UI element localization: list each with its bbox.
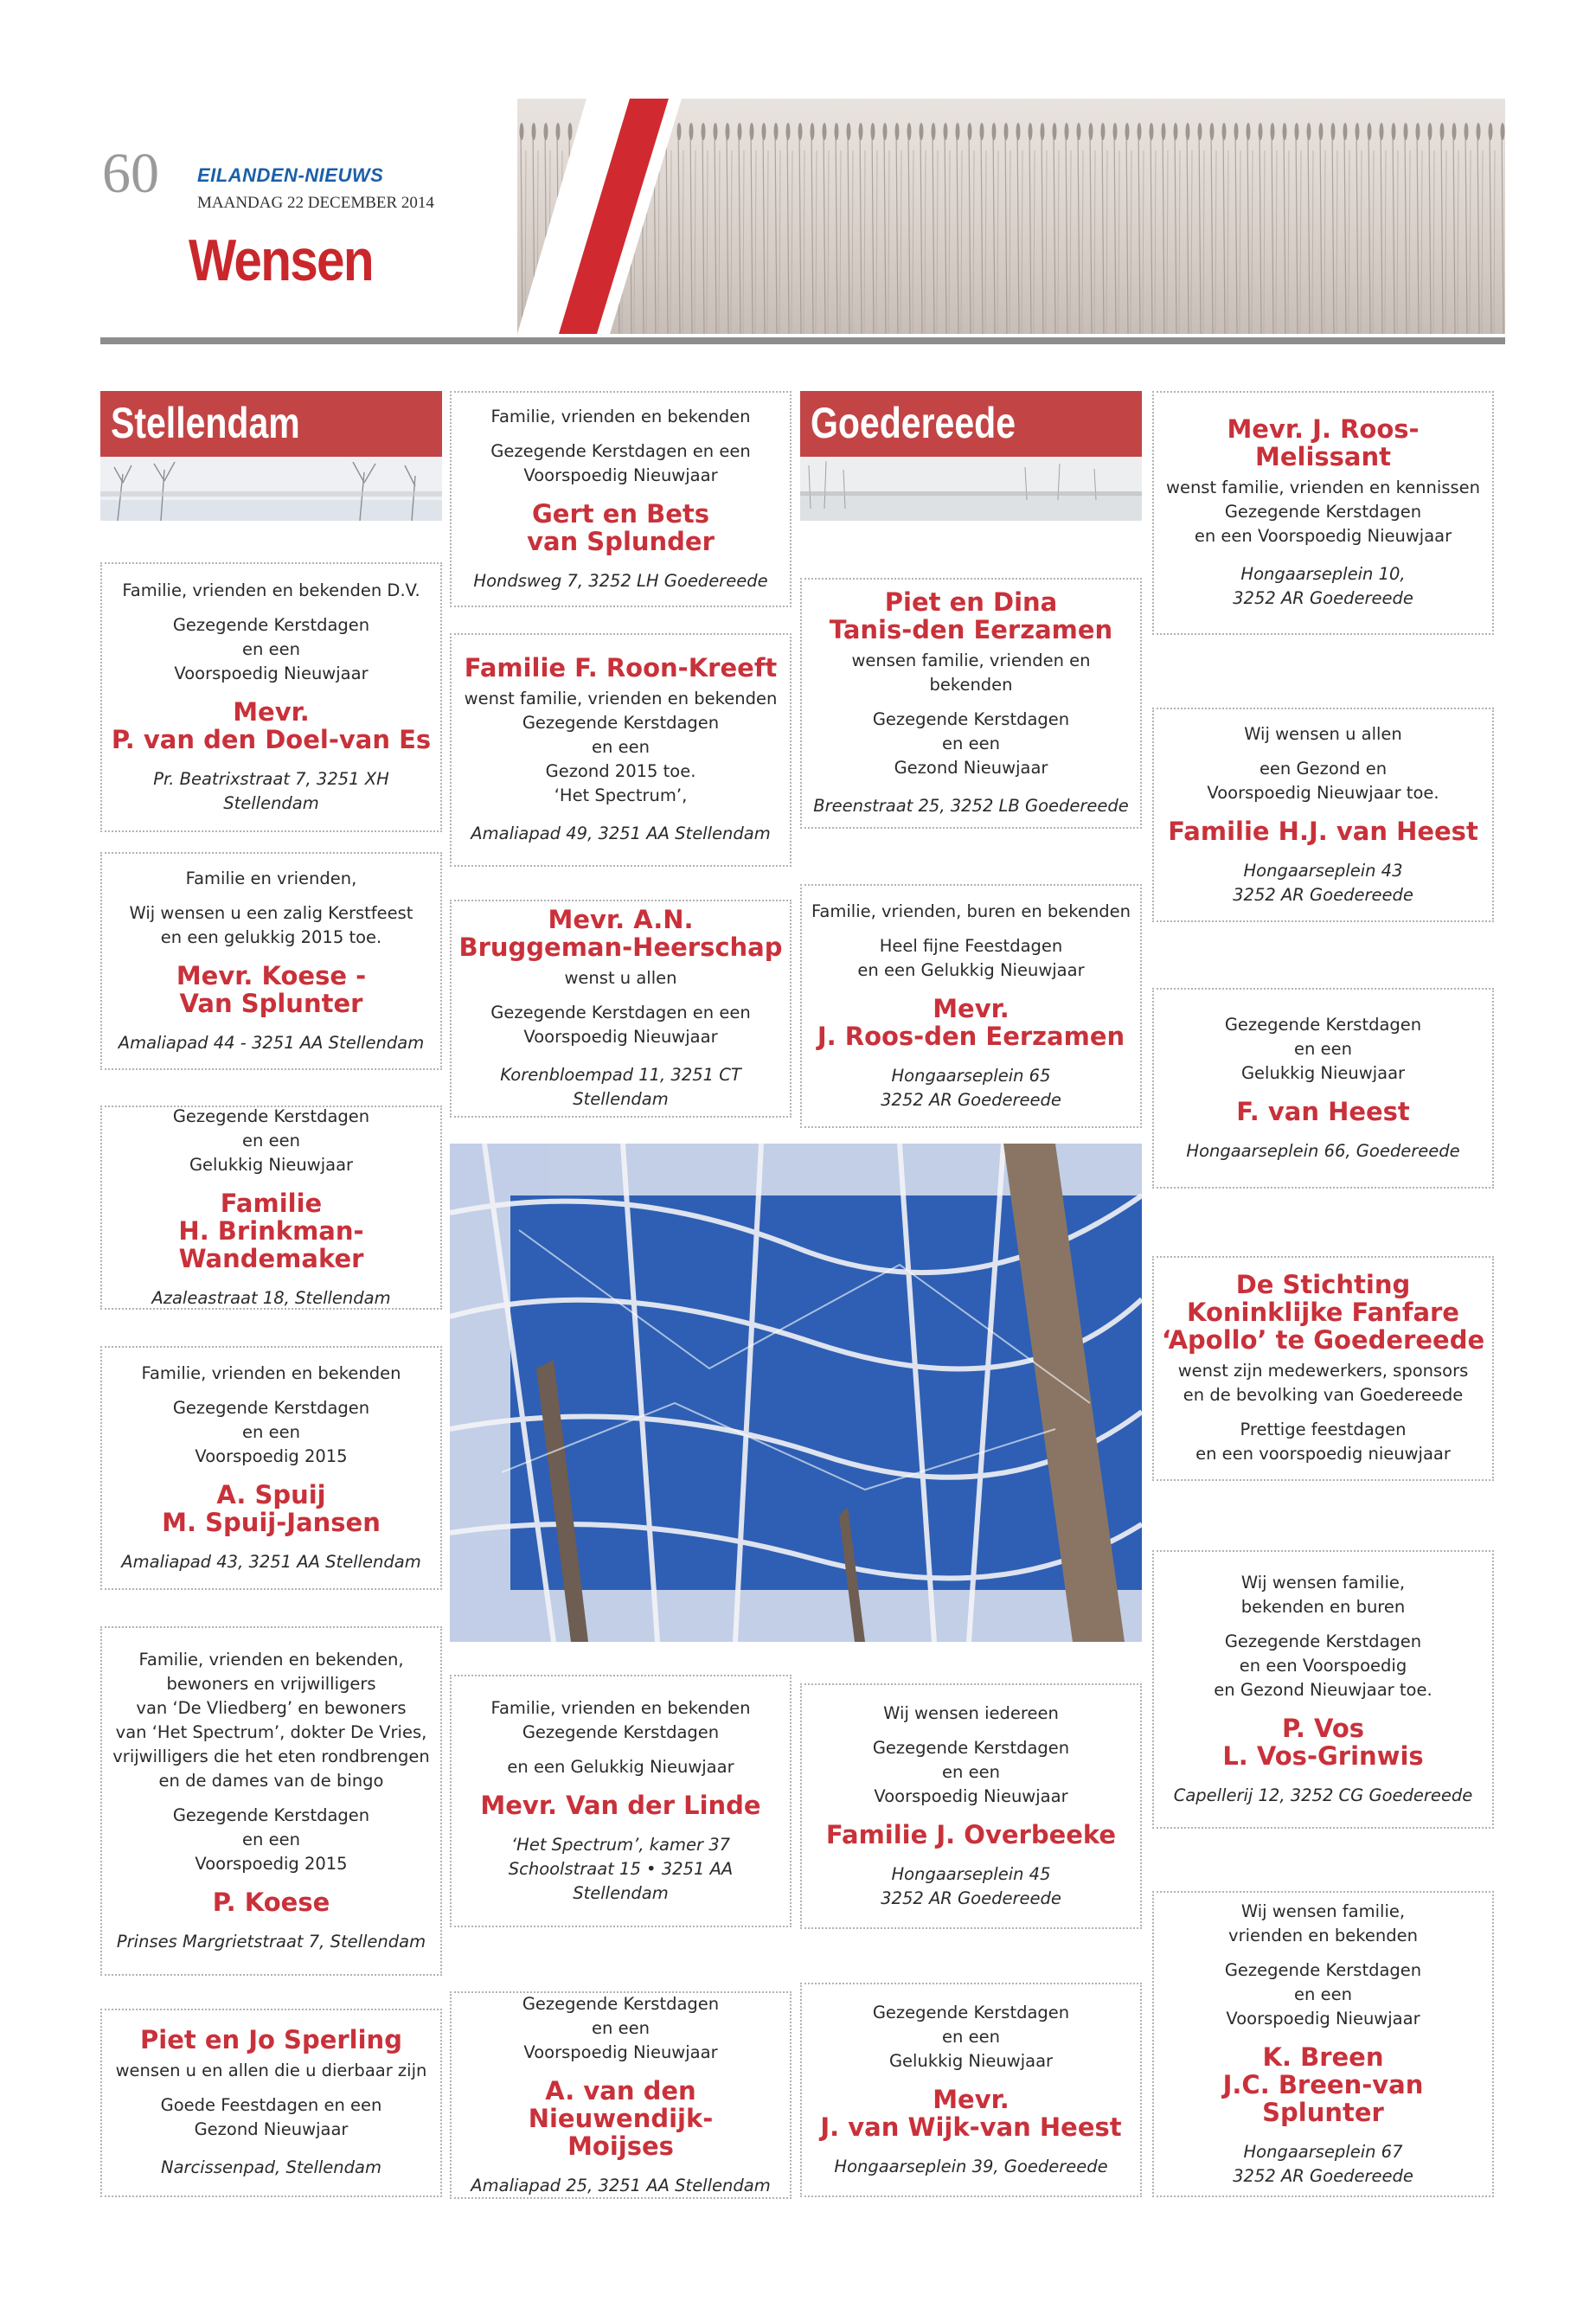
advertiser-name: Gert en Bets bbox=[531, 499, 710, 529]
greeting-line: wenst familie, vrienden en kennissen bbox=[1166, 478, 1480, 497]
greeting-line: en een bbox=[592, 2018, 650, 2038]
address-line: Amaliapad 43, 3251 AA Stellendam bbox=[121, 1552, 421, 1572]
greeting-line: Gezegende Kerstdagen bbox=[1224, 502, 1422, 522]
greeting-line: Wij wensen familie, bbox=[1240, 1901, 1406, 1921]
greeting-line: wensen u en allen die u dierbaar zijn bbox=[115, 2061, 427, 2080]
page-number: 60 bbox=[102, 142, 159, 205]
greeting-line: en een bbox=[242, 1422, 300, 1442]
greeting-line: Familie, vrienden en bekenden bbox=[490, 407, 751, 426]
advertiser-name: H. Brinkman-Wandemaker bbox=[178, 1216, 364, 1273]
greeting-line: Gezegende Kerstdagen bbox=[522, 1994, 720, 2014]
advertiser-name: Familie F. Roon-Kreeft bbox=[464, 653, 778, 683]
greeting-line: en een bbox=[242, 1131, 300, 1150]
advertiser-name: Mevr. bbox=[233, 697, 310, 727]
greeting-line: Gezegende Kerstdagen bbox=[522, 1722, 720, 1742]
greeting-ad bbox=[100, 2009, 442, 2197]
spacer bbox=[1161, 1619, 1485, 1630]
greeting-line: Gezegende Kerstdagen bbox=[1224, 1960, 1422, 1980]
greeting-line: Gezond Nieuwjaar bbox=[194, 2119, 349, 2139]
greeting-line: wenst zijn medewerkers, sponsors bbox=[1177, 1361, 1469, 1381]
address-line: Amaliapad 49, 3251 AA Stellendam bbox=[471, 824, 771, 843]
advertiser-name: Melissant bbox=[1254, 442, 1391, 471]
greeting-line: Gezegende Kerstdagen bbox=[172, 615, 370, 635]
advertiser-name: Familie bbox=[220, 1189, 323, 1218]
greeting-line: Heel fijne Feestdagen bbox=[879, 936, 1063, 956]
greeting-ad bbox=[100, 1626, 442, 1976]
spacer bbox=[809, 697, 1133, 708]
greeting-line: Familie, vrienden en bekenden D.V. bbox=[122, 580, 420, 600]
greeting-line: en een bbox=[1294, 1984, 1352, 2004]
frosted-reeds-photo bbox=[517, 99, 1505, 334]
greeting-line: van ‘Het Spectrum’, dokter De Vries, bbox=[115, 1722, 427, 1742]
greeting-line: Familie, vrienden en bekenden bbox=[490, 1698, 751, 1718]
advertiser-name: Mevr. bbox=[933, 2085, 1010, 2114]
greeting-line: en een Voorspoedig bbox=[1239, 1656, 1407, 1676]
address-line: Hongaarseplein 45 bbox=[891, 1864, 1051, 1884]
greeting-ad bbox=[100, 562, 442, 832]
advertiser-name: Mevr. J. Roos- bbox=[1227, 414, 1420, 444]
greeting-line: Voorspoedig Nieuwjaar bbox=[1226, 2009, 1420, 2029]
greeting-line: Voorspoedig Nieuwjaar bbox=[523, 465, 718, 485]
greeting-line: Gezegende Kerstdagen bbox=[872, 709, 1070, 729]
greeting-line: Gezond Nieuwjaar bbox=[894, 758, 1048, 778]
address-line: Pr. Beatrixstraat 7, 3251 XH Stellendam bbox=[153, 769, 389, 813]
greeting-line: Voorspoedig 2015 bbox=[195, 1446, 348, 1466]
advertiser-name: Piet en Jo Sperling bbox=[140, 2025, 402, 2054]
advertiser-name: ‘Apollo’ te Goedereede bbox=[1161, 1325, 1485, 1355]
spacer bbox=[1161, 1948, 1485, 1958]
address-line: 3252 AR Goedereede bbox=[1233, 885, 1413, 905]
greeting-line: Gezegende Kerstdagen bbox=[172, 1805, 370, 1825]
greeting-line: Gezegende Kerstdagen bbox=[522, 713, 720, 733]
greeting-line: Familie, vrienden en bekenden bbox=[141, 1363, 401, 1383]
address-line: Hongaarseplein 65 bbox=[891, 1066, 1051, 1086]
greeting-line: Gelukkig Nieuwjaar bbox=[888, 2051, 1054, 2071]
advertiser-name: Mevr. bbox=[933, 994, 1010, 1023]
address-line: 3252 AR Goedereede bbox=[881, 1888, 1061, 1908]
spacer bbox=[809, 924, 1133, 934]
section-banner-goedereede bbox=[800, 391, 1142, 457]
greeting-ad bbox=[800, 884, 1142, 1128]
greeting-line: wenst u allen bbox=[564, 968, 677, 988]
newspaper-name: EILANDEN-NIEUWS bbox=[197, 164, 384, 186]
advertiser-name: M. Spuij-Jansen bbox=[162, 1508, 381, 1537]
spacer bbox=[109, 891, 433, 901]
advertiser-name: Moijses bbox=[567, 2131, 674, 2161]
greeting-line: Wij wensen iedereen bbox=[883, 1703, 1059, 1723]
greeting-line: Gezegende Kerstdagen en een bbox=[490, 441, 751, 461]
section-title: Wensen bbox=[189, 228, 373, 293]
greeting-line: wenst familie, vrienden en bekenden bbox=[464, 689, 778, 708]
greeting-line: en een voorspoedig nieuwjaar bbox=[1195, 1444, 1451, 1464]
greeting-line: Voorspoedig Nieuwjaar bbox=[523, 2042, 718, 2062]
advertiser-name: Tanis-den Eerzamen bbox=[829, 615, 1113, 644]
advertiser-name: P. Koese bbox=[212, 1888, 330, 1917]
greeting-line: bekenden en buren bbox=[1240, 1597, 1406, 1617]
advertiser-name: L. Vos-Grinwis bbox=[1222, 1741, 1424, 1771]
address-line: Narcissenpad, Stellendam bbox=[160, 2157, 381, 2177]
greeting-line: Voorspoedig Nieuwjaar bbox=[874, 1786, 1068, 1806]
spacer bbox=[458, 1745, 783, 1755]
greeting-line: Gezegende Kerstdagen bbox=[172, 1398, 370, 1418]
spacer bbox=[1161, 747, 1485, 757]
advertiser-name: K. Breen bbox=[1262, 2042, 1384, 2072]
greeting-line: van ‘De Vliedberg’ en bewoners bbox=[136, 1698, 407, 1718]
advertiser-name: Van Splunter bbox=[179, 989, 363, 1018]
address-line: 3252 AR Goedereede bbox=[1233, 2166, 1413, 2186]
greeting-ad bbox=[800, 1683, 1142, 1929]
spacer bbox=[1161, 1407, 1485, 1418]
greeting-line: bewoners en vrijwilligers bbox=[166, 1674, 376, 1694]
greeting-ad bbox=[450, 900, 792, 1118]
greeting-line: Gelukkig Nieuwjaar bbox=[1240, 1063, 1406, 1083]
address-line: 3252 AR Goedereede bbox=[881, 1090, 1061, 1110]
frosted-trees-photo bbox=[450, 1144, 1142, 1642]
greeting-line: en de dames van de bingo bbox=[158, 1771, 384, 1791]
greeting-line: en de bevolking van Goedereede bbox=[1183, 1385, 1464, 1405]
address-line: Capellerij 12, 3252 CG Goedereede bbox=[1173, 1785, 1473, 1805]
spacer bbox=[109, 2083, 433, 2093]
advertiser-name: F. van Heest bbox=[1236, 1097, 1410, 1126]
advertiser-name: J.C. Breen-van Splunter bbox=[1222, 2070, 1424, 2127]
greeting-line: Gezegende Kerstdagen bbox=[1224, 1631, 1422, 1651]
address-line: Breenstraat 25, 3252 LB Goedereede bbox=[813, 796, 1129, 816]
greeting-line: en een bbox=[1294, 1039, 1352, 1059]
greeting-ad bbox=[450, 1675, 792, 1927]
greeting-line: Gezegende Kerstdagen en een bbox=[490, 1003, 751, 1022]
address-line: ‘Het Spectrum’, kamer 37 bbox=[510, 1835, 731, 1855]
greeting-line: Gezond 2015 toe. bbox=[545, 761, 696, 781]
advertiser-name: A. van den Nieuwendijk- bbox=[528, 2076, 714, 2133]
greeting-line: Gezegende Kerstdagen bbox=[872, 1738, 1070, 1758]
spacer bbox=[458, 990, 783, 1001]
greeting-line: Familie, vrienden, buren en bekenden bbox=[811, 901, 1131, 921]
advertiser-name: De Stichting bbox=[1235, 1270, 1411, 1299]
address-line: Hongaarseplein 43 bbox=[1243, 861, 1403, 881]
greeting-line: een Gezond en bbox=[1259, 759, 1388, 779]
address-line: Hongaarseplein 66, Goedereede bbox=[1186, 1141, 1460, 1161]
greeting-line: Gezegende Kerstdagen bbox=[1224, 1015, 1422, 1035]
header-rule bbox=[100, 337, 1505, 344]
greeting-line: en een bbox=[242, 1830, 300, 1849]
greeting-line: Voorspoedig Nieuwjaar toe. bbox=[1207, 783, 1439, 803]
spacer bbox=[809, 1726, 1133, 1736]
greeting-line: Goede Feestdagen en een bbox=[160, 2095, 382, 2115]
greeting-line: Familie en vrienden, bbox=[185, 868, 357, 888]
greeting-line: Familie, vrienden en bekenden, bbox=[138, 1650, 404, 1670]
section-heading: Stellendam bbox=[111, 399, 300, 447]
goedereede-winter-photo bbox=[800, 457, 1142, 521]
greeting-line: Wij wensen familie, bbox=[1240, 1573, 1406, 1593]
greeting-ad bbox=[100, 1106, 442, 1310]
address-line: Amaliapad 44 - 3251 AA Stellendam bbox=[118, 1033, 425, 1053]
address-line: Korenbloempad 11, 3251 CT Stellendam bbox=[500, 1065, 741, 1109]
address-line: Amaliapad 25, 3251 AA Stellendam bbox=[471, 2176, 771, 2195]
advertiser-name: Mevr. A.N. bbox=[548, 905, 694, 934]
greeting-ad bbox=[1152, 1256, 1494, 1481]
advertiser-name: Koninklijke Fanfare bbox=[1187, 1298, 1459, 1327]
greeting-line: ‘Het Spectrum’, bbox=[554, 785, 688, 805]
greeting-ad bbox=[800, 1983, 1142, 2197]
address-line: Hongaarseplein 67 bbox=[1243, 2142, 1403, 2162]
greeting-line: Voorspoedig 2015 bbox=[195, 1854, 348, 1874]
greeting-line: Voorspoedig Nieuwjaar bbox=[523, 1027, 718, 1047]
greeting-ad bbox=[1152, 708, 1494, 922]
greeting-line: vrienden en bekenden bbox=[1228, 1926, 1418, 1945]
address-line: Prinses Margrietstraat 7, Stellendam bbox=[116, 1932, 426, 1952]
greeting-line: en Gezond Nieuwjaar toe. bbox=[1214, 1680, 1433, 1700]
spacer bbox=[109, 1386, 433, 1396]
stellendam-winter-photo bbox=[100, 457, 442, 521]
greeting-ad bbox=[100, 1346, 442, 1590]
greeting-ad bbox=[450, 633, 792, 867]
advertiser-name: Mevr. Van der Linde bbox=[480, 1791, 761, 1820]
greeting-line: vrijwilligers die het eten rondbrengen bbox=[112, 1747, 430, 1766]
greeting-ad bbox=[1152, 391, 1494, 635]
advertiser-name: P. van den Doel-van Es bbox=[111, 725, 432, 754]
greeting-ad bbox=[1152, 1550, 1494, 1829]
advertiser-name: Piet en Dina bbox=[884, 587, 1058, 617]
greeting-line: en een Voorspoedig Nieuwjaar bbox=[1194, 526, 1452, 546]
greeting-line: en een bbox=[942, 1762, 1000, 1782]
greeting-ad bbox=[100, 852, 442, 1070]
greeting-line: en een bbox=[242, 639, 300, 659]
address-line: Schoolstraat 15 • 3251 AA Stellendam bbox=[508, 1859, 734, 1903]
advertiser-name: J. van Wijk-van Heest bbox=[820, 2112, 1122, 2142]
greeting-line: Wij wensen u allen bbox=[1244, 724, 1402, 744]
greeting-line: en een gelukkig 2015 toe. bbox=[160, 927, 382, 947]
advertiser-name: P. Vos bbox=[1281, 1714, 1365, 1743]
spacer bbox=[458, 429, 783, 439]
advertiser-name: A. Spuij bbox=[216, 1480, 326, 1509]
spacer bbox=[109, 603, 433, 613]
greeting-ad bbox=[450, 391, 792, 607]
greeting-line: en een bbox=[592, 737, 650, 757]
advertiser-name: Familie J. Overbeeke bbox=[825, 1820, 1117, 1849]
advertiser-name: J. Roos-den Eerzamen bbox=[817, 1022, 1125, 1051]
greeting-line: en een Gelukkig Nieuwjaar bbox=[507, 1757, 734, 1777]
greeting-line: en een Gelukkig Nieuwjaar bbox=[857, 960, 1085, 980]
greeting-line: Gezegende Kerstdagen bbox=[172, 1106, 370, 1126]
section-banner-stellendam bbox=[100, 391, 442, 457]
advertiser-name: Familie H.J. van Heest bbox=[1168, 817, 1478, 846]
greeting-line: Gezegende Kerstdagen bbox=[872, 2003, 1070, 2022]
advertiser-name: Mevr. Koese - bbox=[176, 961, 367, 990]
advertiser-name: van Splunder bbox=[527, 527, 715, 556]
address-line: Hondsweg 7, 3252 LH Goedereede bbox=[473, 571, 768, 591]
greeting-line: en een bbox=[942, 734, 1000, 753]
greeting-line: Gelukkig Nieuwjaar bbox=[189, 1155, 354, 1175]
address-line: Hongaarseplein 10, bbox=[1240, 564, 1406, 584]
greeting-line: wensen familie, vrienden en bekenden bbox=[851, 651, 1091, 695]
greeting-line: Wij wensen u een zalig Kerstfeest bbox=[129, 903, 413, 923]
issue-date: MAANDAG 22 DECEMBER 2014 bbox=[197, 194, 434, 212]
greeting-line: Prettige feestdagen bbox=[1240, 1420, 1407, 1439]
greeting-ad bbox=[450, 1991, 792, 2199]
advertiser-name: Bruggeman-Heerschap bbox=[458, 933, 783, 962]
address-line: Azaleastraat 18, Stellendam bbox=[151, 1288, 391, 1308]
greeting-ad bbox=[800, 578, 1142, 829]
spacer bbox=[109, 1793, 433, 1804]
greeting-line: en een bbox=[942, 2027, 1000, 2047]
address-line: 3252 AR Goedereede bbox=[1233, 588, 1413, 608]
greeting-ad bbox=[1152, 1891, 1494, 2197]
section-heading: Goedereede bbox=[811, 399, 1016, 447]
address-line: Hongaarseplein 39, Goedereede bbox=[834, 2157, 1108, 2176]
greeting-ad bbox=[1152, 988, 1494, 1189]
greeting-line: Voorspoedig Nieuwjaar bbox=[174, 663, 369, 683]
